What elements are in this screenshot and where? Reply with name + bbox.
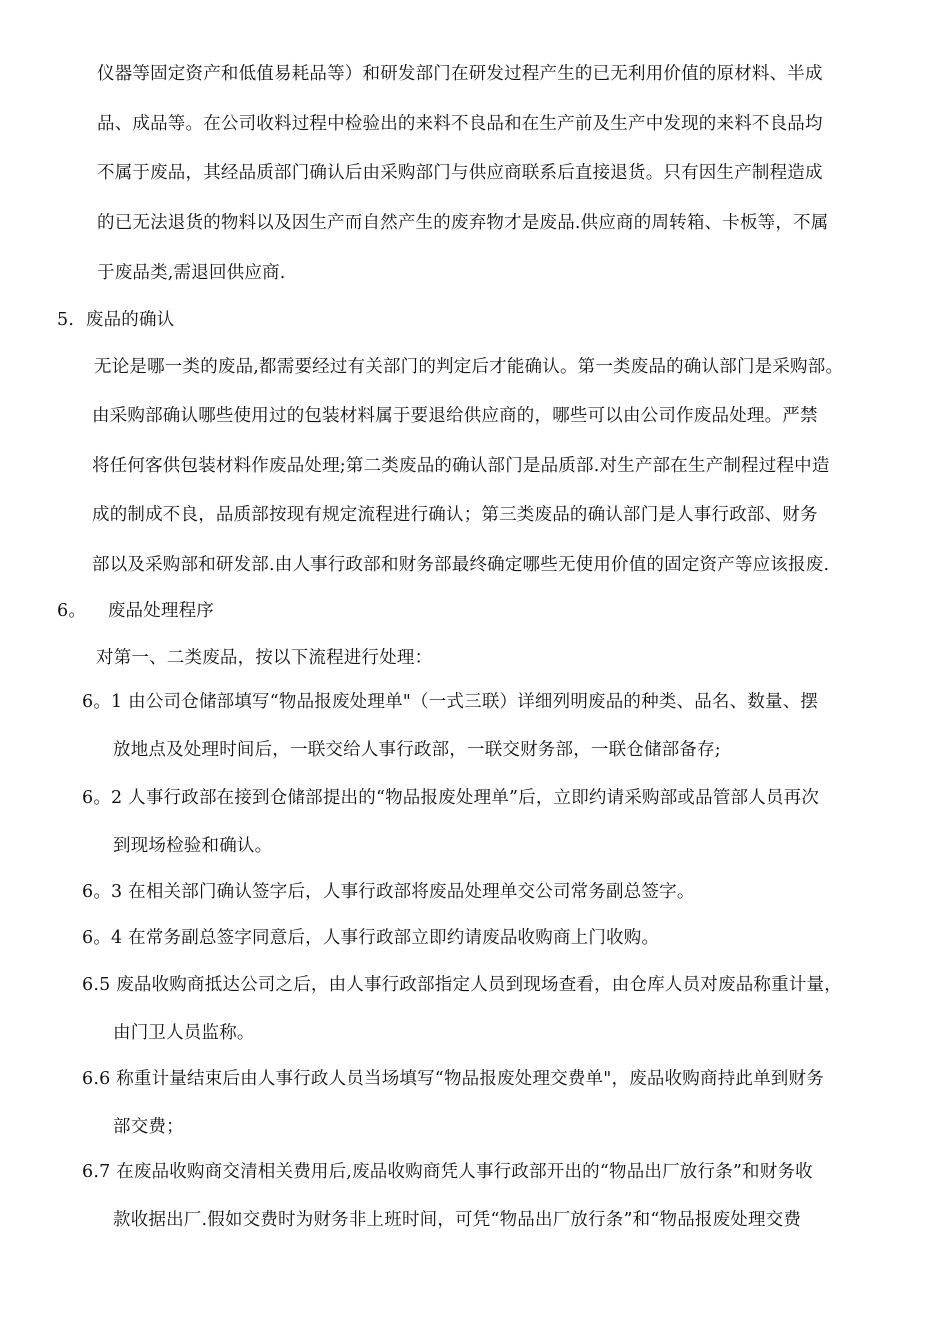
section-6-number: 6。	[57, 601, 87, 621]
intro-line: 不属于废品，其经品质部门确认后由采购部门与供应商联系后直接退货。只有因生产制程造成	[97, 163, 823, 183]
intro-line: 于废品类,需退回供应商.	[97, 263, 286, 283]
step-item	[82, 926, 659, 950]
step-text: 在相关部门确认签字后，人事行政部将废品处理单交公司常务副总签字。	[128, 882, 695, 902]
step-number: 6。2	[82, 788, 123, 808]
section-5-line: 成的制成不良，品质部按现有规定流程进行确认；第三类废品的确认部门是人事行政部、财务	[92, 505, 818, 525]
step-number: 6。3	[82, 882, 123, 902]
step-text: 称重计量结束后由人事行政人员当场填写“物品报废处理交费单"，废品收购商持此单到财务	[116, 1069, 824, 1089]
step-item	[82, 1160, 813, 1184]
step-continuation: 由门卫人员监称。	[113, 1023, 255, 1043]
step-text: 人事行政部在接到仓储部提出的“物品报废处理单”后，立即约请采购部或品管部人员再次	[128, 788, 820, 808]
step-item	[82, 690, 818, 714]
step-item	[82, 973, 842, 997]
intro-line: 的已无法退货的物料以及因生产而自然产生的废弃物才是废品.供应商的周转箱、卡板等，不属	[97, 213, 829, 233]
intro-line: 仪器等固定资产和低值易耗品等）和研发部门在研发过程产生的已无利用价值的原材料、半成	[97, 64, 823, 84]
section-6-title: 废品处理程序	[107, 601, 215, 621]
step-text: 由公司仓储部填写“物品报废处理单"（一式三联）详细列明废品的种类、品名、数量、摆	[128, 692, 819, 712]
section-5-number: 5.	[57, 310, 75, 330]
section-5-line: 无论是哪一类的废品,都需要经过有关部门的判定后才能确认。第一类废品的确认部门是采购部。	[94, 357, 844, 377]
step-item	[82, 880, 695, 904]
section-5-line: 部以及采购部和研发部.由人事行政部和财务部最终确定哪些无使用价值的固定资产等应该报废.	[92, 555, 830, 575]
intro-line: 品、成品等。在公司收料过程中检验出的来料不良品和在生产前及生产中发现的来料不良品均	[97, 114, 823, 134]
step-item	[82, 1067, 824, 1091]
step-item	[82, 786, 819, 810]
section-5-line: 将任何客供包装材料作废品处理;第二类废品的确认部门是品质部.对生产部在生产制程过程中造	[92, 456, 830, 476]
step-text: 在常务副总签字同意后，人事行政部立即约请废品收购商上门收购。	[128, 928, 660, 948]
step-continuation: 到现场检验和确认。	[113, 836, 273, 856]
section-5-line: 由采购部确认哪些使用过的包装材料属于要退给供应商的，哪些可以由公司作废品处理。严禁	[92, 406, 818, 426]
step-continuation: 放地点及处理时间后，一联交给人事行政部，一联交财务部，一联仓储部备存;	[113, 740, 721, 760]
step-number: 6。1	[82, 692, 123, 712]
step-text: 废品收购商抵达公司之后，由人事行政部指定人员到现场查看，由仓库人员对废品称重计量，	[116, 975, 842, 995]
step-number: 6.6	[82, 1069, 111, 1089]
step-continuation: 款收据出厂.假如交费时为财务非上班时间，可凭“物品出厂放行条”和“物品报废处理交费	[113, 1210, 802, 1230]
step-continuation: 部交费；	[113, 1117, 184, 1137]
step-number: 6。4	[82, 928, 123, 948]
section-5-title: 废品的确认	[85, 310, 175, 330]
step-number: 6.5	[82, 975, 111, 995]
section-6-lead: 对第一、二类废品，按以下流程进行处理：	[96, 648, 433, 668]
step-text: 在废品收购商交清相关费用后,废品收购商凭人事行政部开出的“物品出厂放行条”和财务收	[116, 1162, 813, 1182]
section-5-heading	[57, 308, 174, 332]
step-number: 6.7	[82, 1162, 111, 1182]
section-6-heading	[57, 599, 214, 623]
